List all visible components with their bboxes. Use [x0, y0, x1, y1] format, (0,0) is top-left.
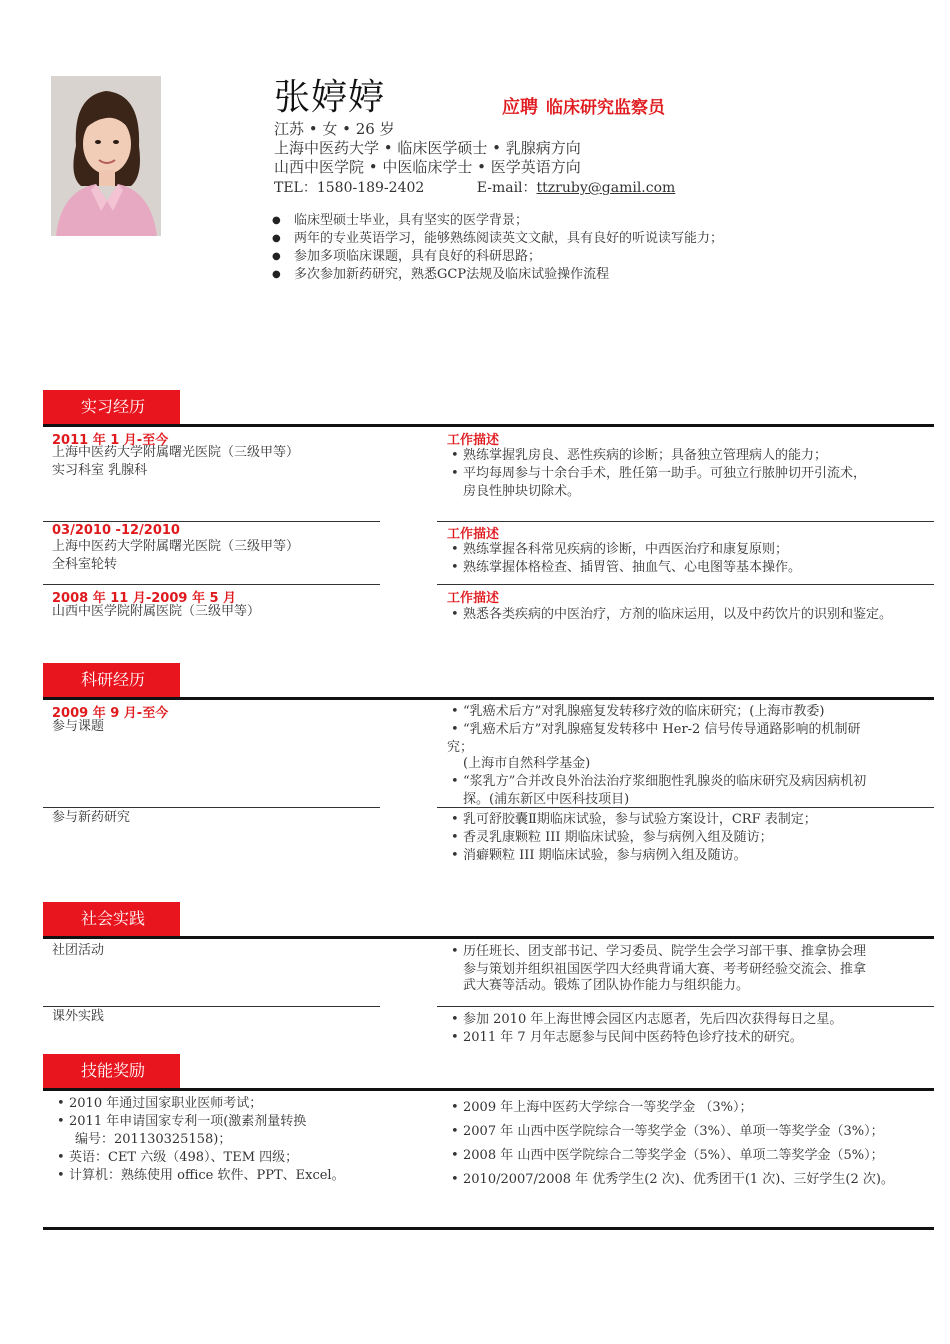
section-social: 社会实践 [43, 902, 180, 936]
work-desc-list [451, 606, 936, 624]
apply-prefix: 应聘 [502, 97, 538, 118]
list-item: • 历任班长、团支部书记、学习委员、院学生会学习部干事、推拿协会理 [451, 943, 936, 961]
entry-hospital: 上海中医药大学附属曙光医院（三级甲等） [52, 445, 300, 460]
research-topic-list [451, 703, 936, 739]
highlight-item: ● 多次参加新药研究，熟悉GCP法规及临床试验操作流程 [272, 266, 723, 284]
highlight-item: ● 参加多项临床课题，具有良好的科研思路； [272, 248, 723, 266]
entry-date: 2008 年 11 月-2009 年 5 月 [52, 591, 237, 606]
apply-position: 临床研究监察员 [546, 98, 665, 118]
club-label: 社团活动 [52, 943, 105, 958]
portrait-image [51, 76, 161, 236]
list-item-continued: 究； [447, 740, 474, 755]
candidate-name: 张婷婷 [274, 77, 386, 118]
list-item-continued: 探。(浦东新区中医科技项目) [463, 792, 630, 807]
entry-date: 2009 年 9 月-至今 [52, 706, 169, 721]
list-item: • 英语：CET 六级（498）、TEM 四级； [57, 1149, 387, 1167]
contact-line [274, 177, 675, 197]
work-desc-list [451, 447, 936, 483]
divider [43, 697, 934, 700]
list-item: • “乳癌术后方”对乳腺癌复发转移疗效的临床研究；(上海市教委) [451, 703, 936, 721]
list-item-continued: 房良性肿块切除术。 [463, 484, 581, 499]
list-item: • 2011 年申请国家专利一项(激素剂量转换 [57, 1113, 387, 1131]
list-item: • 计算机：熟练使用 office 软件、PPT、Excel。 [57, 1167, 387, 1185]
divider [43, 936, 934, 939]
phone: TEL：1580-189-2402 [274, 180, 425, 196]
applied-position [502, 93, 665, 119]
list-item: • 乳可舒胶囊Ⅱ期临床试验，参与试验方案设计，CRF 表制定； [451, 811, 936, 829]
entry-hospital: 上海中医药大学附属曙光医院（三级甲等） [52, 539, 300, 554]
new-drug-label: 参与新药研究 [52, 810, 131, 825]
work-desc-label: 工作描述 [447, 433, 500, 448]
highlight-item: ● 两年的专业英语学习，能够熟练阅读英文文献，具有良好的听说读写能力； [272, 230, 723, 248]
new-drug-list [451, 811, 936, 865]
list-item: • 熟悉各类疾病的中医治疗，方剂的临床运用，以及中药饮片的识别和鉴定。 [451, 606, 936, 624]
list-item-continued: (上海市自然科学基金) [463, 756, 591, 771]
profile-photo [51, 76, 161, 236]
list-item: • “浆乳方”合并改良外治法治疗浆细胞性乳腺炎的临床研究及病因病机初 [451, 773, 936, 791]
section-internship: 实习经历 [43, 390, 180, 424]
divider [437, 807, 934, 808]
divider [437, 521, 934, 522]
list-item: • 2009 年上海中医药大学综合一等奖学金 （3%）； [451, 1099, 936, 1117]
master-degree: 上海中医药大学 • 临床医学硕士 • 乳腺病方向 [274, 139, 581, 157]
list-item: • 2010 年通过国家职业医师考试； [57, 1095, 387, 1113]
email-label: E-mail： [476, 180, 537, 196]
skills-list [57, 1149, 387, 1185]
entry-date: 2011 年 1 月-至今 [52, 433, 169, 448]
research-topic-list [451, 773, 936, 791]
list-item: • 2007 年 山西中医学院综合一等奖学金（3%）、单项一等奖学金（3%）； [451, 1123, 936, 1141]
list-item-continued: 武大赛等活动。锻炼了团队协作能力与组织能力。 [463, 978, 750, 993]
club-list [451, 943, 936, 961]
list-item: • 2011 年 7 月年志愿参与民间中医药特色诊疗技术的研究。 [451, 1029, 936, 1047]
entry-department: 实习科室 乳腺科 [52, 463, 148, 478]
list-item-continued: 编号：201130325158)； [75, 1132, 232, 1147]
personal-info: 江苏 • 女 • 26 岁 [274, 120, 395, 138]
list-item: • 平均每周参与十余台手术，胜任第一助手。可独立行脓肿切开引流术， [451, 465, 936, 483]
divider [43, 521, 380, 522]
divider [437, 584, 934, 585]
extracurricular-label: 课外实践 [52, 1009, 105, 1024]
section-research: 科研经历 [43, 663, 180, 697]
work-desc-label: 工作描述 [447, 527, 500, 542]
divider [43, 1088, 934, 1091]
bachelor-degree: 山西中医学院 • 中医临床学士 • 医学英语方向 [274, 158, 581, 176]
entry-department: 全科室轮转 [52, 557, 118, 572]
divider [43, 1006, 380, 1007]
research-topic-label: 参与课题 [52, 719, 105, 734]
list-item: • 消癖颗粒 III 期临床试验，参与病例入组及随访。 [451, 847, 936, 865]
awards-list [451, 1099, 936, 1189]
divider [43, 424, 934, 427]
entry-date: 03/2010 -12/2010 [52, 523, 180, 538]
bottom-divider [43, 1227, 934, 1230]
list-item-continued: 参与策划并组织祖国医学四大经典背诵大赛、考考研经验交流会、推拿 [463, 962, 867, 977]
extracurricular-list [451, 1011, 936, 1047]
list-item: • 熟练掌握各科常见疾病的诊断，中西医治疗和康复原则； [451, 541, 936, 559]
email-link[interactable]: ttzruby@gamil.com [536, 180, 676, 196]
section-skills: 技能奖励 [43, 1054, 180, 1088]
work-desc-list [451, 541, 936, 577]
skills-list [57, 1095, 387, 1131]
list-item: • 熟练掌握体格检查、插胃管、抽血气、心电图等基本操作。 [451, 559, 936, 577]
list-item: • 参加 2010 年上海世博会园区内志愿者，先后四次获得每日之星。 [451, 1011, 936, 1029]
list-item: • 熟练掌握乳房良、恶性疾病的诊断；具备独立管理病人的能力； [451, 447, 936, 465]
entry-hospital: 山西中医学院附属医院（三级甲等） [52, 604, 261, 619]
list-item: • “乳癌术后方”对乳腺癌复发转移中 Her-2 信号传导通路影响的机制研 [451, 721, 936, 739]
work-desc-label: 工作描述 [447, 591, 500, 606]
list-item: • 香灵乳康颗粒 III 期临床试验，参与病例入组及随访； [451, 829, 936, 847]
highlights-list [272, 212, 723, 284]
list-item: • 2010/2007/2008 年 优秀学生(2 次)、优秀团干(1 次)、三好学生(2 次)。 [451, 1171, 936, 1189]
highlight-item: ● 临床型硕士毕业，具有坚实的医学背景； [272, 212, 723, 230]
list-item: • 2008 年 山西中医学院综合二等奖学金（5%）、单项二等奖学金（5%）； [451, 1147, 936, 1165]
divider [437, 1006, 934, 1007]
divider [43, 584, 380, 585]
divider [43, 807, 380, 808]
